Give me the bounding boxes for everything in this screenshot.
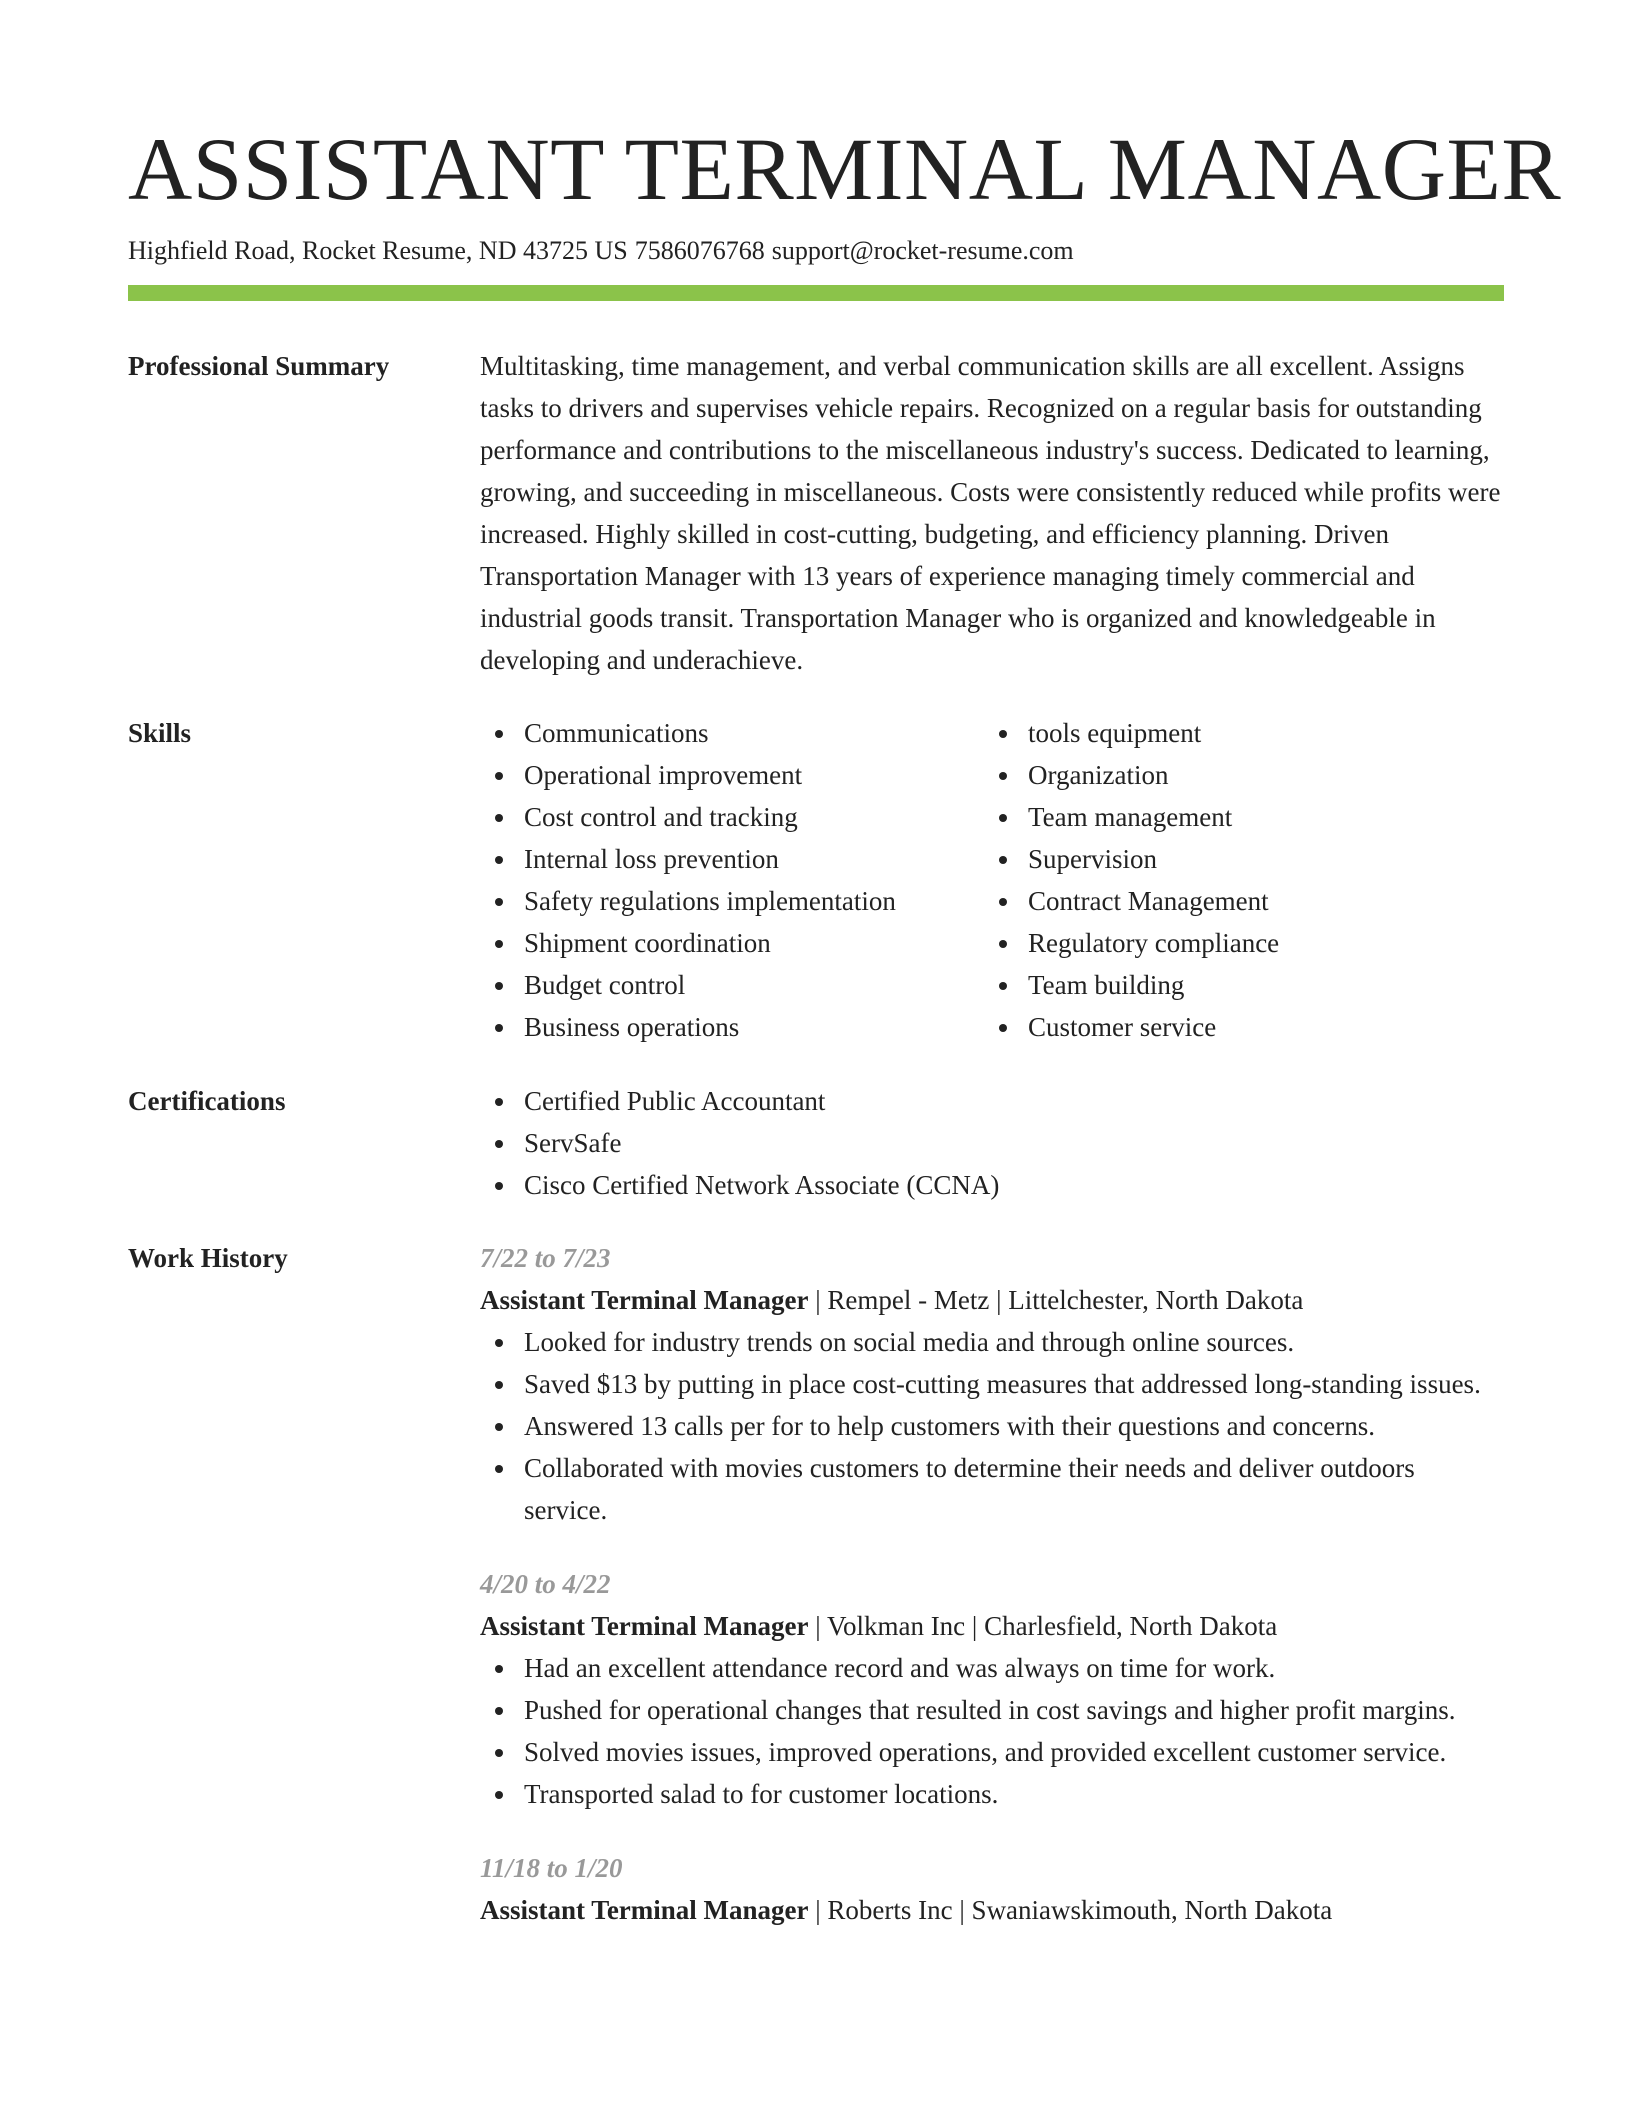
job-separator: |	[971, 1611, 978, 1641]
summary-label: Professional Summary	[128, 351, 390, 381]
skill-item: Communications	[480, 712, 984, 754]
certification-item: ServSafe	[480, 1122, 1504, 1164]
contact-address: Highfield Road, Rocket Resume, ND 43725 US	[128, 236, 628, 265]
job-separator: |	[815, 1611, 821, 1641]
job-bullet: Saved $13 by putting in place cost-cutting measures that addressed long-standing issues.	[480, 1363, 1504, 1405]
skills-column-2	[984, 712, 1488, 1048]
job-company: Volkman Inc	[826, 1611, 966, 1641]
job-title: Assistant Terminal Manager	[480, 1611, 809, 1641]
job-company: Roberts Inc	[827, 1895, 953, 1925]
skill-item: Shipment coordination	[480, 922, 984, 964]
job-entry	[480, 1847, 1504, 1931]
job-separator: |	[815, 1895, 821, 1925]
resume-header	[128, 118, 1562, 268]
resume-title: ASSISTANT TERMINAL MANAGER	[128, 121, 1562, 219]
job-separator: |	[815, 1285, 821, 1315]
skills-label: Skills	[128, 718, 192, 748]
header-divider	[128, 285, 1504, 301]
skill-item: Organization	[984, 754, 1488, 796]
job-bullet-list	[480, 1321, 1504, 1531]
job-location: Swaniawskimouth, North Dakota	[971, 1895, 1333, 1925]
skill-item: Cost control and tracking	[480, 796, 984, 838]
contact-line	[128, 234, 1504, 268]
skills-column-1	[480, 712, 984, 1048]
job-location: Charlesfield, North Dakota	[984, 1611, 1278, 1641]
job-header-line	[480, 1605, 1504, 1647]
skill-item: Team management	[984, 796, 1488, 838]
certification-item: Cisco Certified Network Associate (CCNA)	[480, 1164, 1504, 1206]
skill-item: Regulatory compliance	[984, 922, 1488, 964]
contact-email: support@rocket-resume.com	[771, 236, 1074, 265]
job-location: Littelchester, North Dakota	[1008, 1285, 1304, 1315]
job-bullet: Collaborated with movies customers to determine their needs and deliver outdoors service.	[480, 1447, 1504, 1531]
skill-item: Budget control	[480, 964, 984, 1006]
job-bullet: Had an excellent attendance record and was always on time for work.	[480, 1647, 1504, 1689]
skill-item: tools equipment	[984, 712, 1488, 754]
job-bullet: Answered 13 calls per for to help customers with their questions and concerns.	[480, 1405, 1504, 1447]
skill-item: Business operations	[480, 1006, 984, 1048]
skills-body	[480, 712, 1504, 1048]
job-bullet: Pushed for operational changes that resulted in cost savings and higher profit margins.	[480, 1689, 1504, 1731]
job-title: Assistant Terminal Manager	[480, 1895, 809, 1925]
job-entry	[480, 1237, 1504, 1531]
job-dates: 7/22 to 7/23	[480, 1243, 611, 1273]
summary-text: Multitasking, time management, and verbal communication skills are all excellent. Assigns tasks to drivers and supervises vehicle repairs. Recognized on a regular basis for outstanding performance and contributions to the miscellaneous industry's success. Dedicated to learning, growing, and succeeding in miscellaneous. Costs were consistently reduced while profits were increased. Highly skilled in cost-cutting, budgeting, and efficiency planning. Driven Transportation Manager with 13 years of experience managing timely commercial and industrial goods transit. Transportation Manager who is organized and knowledgeable in developing and underachieve.	[480, 351, 1501, 675]
job-header-line	[480, 1279, 1504, 1321]
job-entry	[480, 1563, 1504, 1815]
skill-item: Supervision	[984, 838, 1488, 880]
summary-body	[480, 345, 1504, 681]
job-company: Rempel - Metz	[827, 1285, 990, 1315]
contact-phone: 7586076768	[634, 236, 765, 265]
skill-item: Customer service	[984, 1006, 1488, 1048]
skill-item: Internal loss prevention	[480, 838, 984, 880]
job-header-line	[480, 1889, 1504, 1931]
certifications-body	[480, 1080, 1504, 1206]
skill-item: Team building	[984, 964, 1488, 1006]
work-history-label: Work History	[128, 1243, 288, 1273]
job-bullet: Transported salad to for customer locations.	[480, 1773, 1504, 1815]
certification-item: Certified Public Accountant	[480, 1080, 1504, 1122]
job-bullet: Solved movies issues, improved operations, and provided excellent customer service.	[480, 1731, 1504, 1773]
job-title: Assistant Terminal Manager	[480, 1285, 809, 1315]
job-dates: 11/18 to 1/20	[480, 1853, 623, 1883]
skill-item: Safety regulations implementation	[480, 880, 984, 922]
job-bullet: Looked for industry trends on social media and through online sources.	[480, 1321, 1504, 1363]
work-history-body	[480, 1237, 1504, 1963]
job-dates: 4/20 to 4/22	[480, 1569, 611, 1599]
certifications-label: Certifications	[128, 1086, 286, 1116]
job-separator: |	[996, 1285, 1002, 1315]
job-separator: |	[959, 1895, 965, 1925]
certifications-list	[480, 1080, 1504, 1206]
skill-item: Contract Management	[984, 880, 1488, 922]
job-bullet-list	[480, 1647, 1504, 1815]
skill-item: Operational improvement	[480, 754, 984, 796]
